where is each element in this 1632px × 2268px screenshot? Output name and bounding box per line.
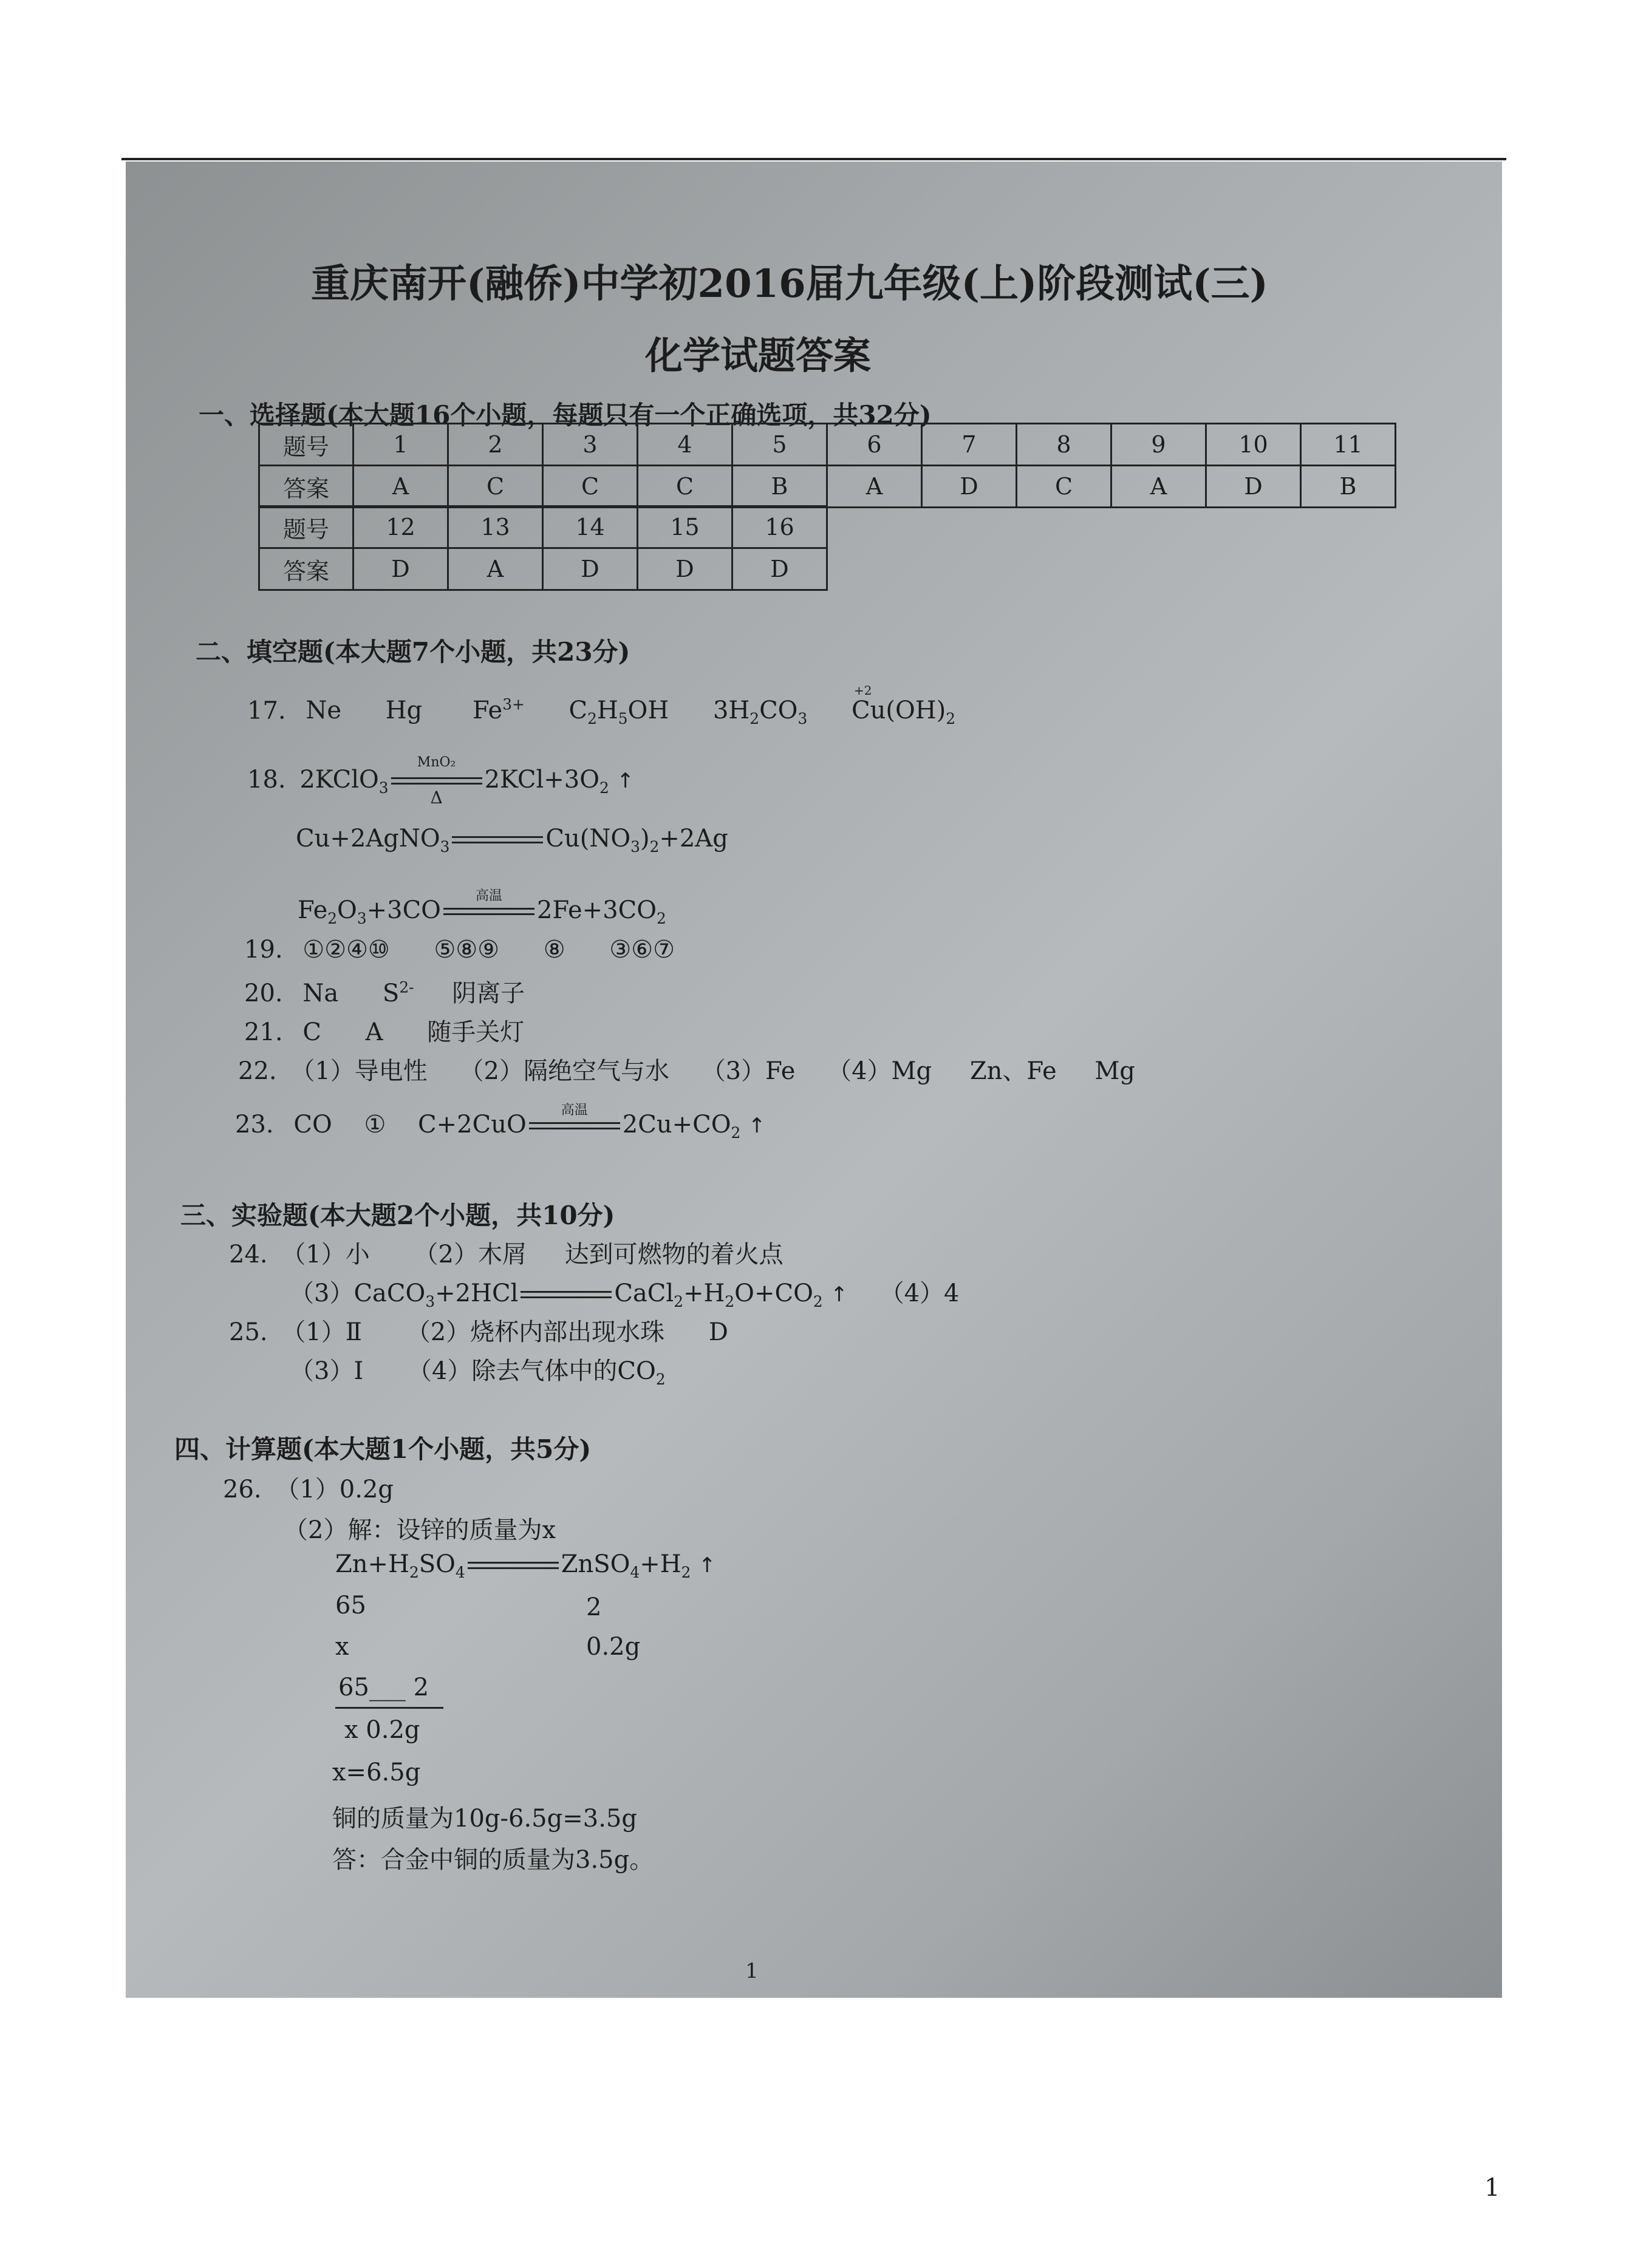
reaction-equals: 高温 (443, 906, 534, 918)
table-cell: B (1301, 466, 1396, 508)
table-row (259, 548, 827, 590)
page-title: 重庆南开(融侨)中学初2016届九年级(上)阶段测试(三) (311, 261, 1268, 307)
q17 (247, 683, 956, 728)
table-cell: 11 (1301, 424, 1396, 466)
table-cell: 4 (638, 424, 732, 466)
table-cell: 14 (543, 506, 638, 548)
q18-line2: Cu+2AgNO$_3$ $Cu(NO_3)_2+2Ag$ (296, 825, 728, 856)
q18-line1: 18. 2KClO$_3$ MnO₂ Δ $2KCl+3O_2$ ↑ (247, 755, 634, 808)
q-number: 23. (235, 1111, 274, 1139)
fraction-numerator: 65___ 2 (338, 1674, 429, 1701)
q22: 22. （1）导电性 （2）隔绝空气与水 （3）Fe （4）Mg Zn、Fe Mg (238, 1057, 1135, 1085)
answer-sheet-photo (126, 162, 1502, 1998)
table-cell: D (353, 548, 448, 590)
table-cell: C (638, 466, 732, 508)
table-row (259, 466, 1396, 508)
label-cell: 题号 (259, 506, 353, 548)
q-number: 17. (247, 696, 286, 725)
result-x: x=6.5g (332, 1759, 421, 1786)
known-h2: 0.2g (586, 1633, 641, 1661)
reaction-equals: MnO₂ Δ (391, 775, 482, 788)
table-cell: C (543, 466, 638, 508)
table-cell: 1 (353, 424, 448, 466)
answer: +2 $Cu(OH)_2$ (851, 683, 956, 728)
q-number: 21. (244, 1018, 283, 1046)
top-rule (121, 158, 1506, 160)
table-cell: 8 (1017, 424, 1111, 466)
unknown-x: x (335, 1633, 349, 1661)
q-number: 18. (247, 766, 286, 794)
section1-heading: 一、选择题(本大题16个小题，每题只有一个正确选项，共32分) (199, 400, 932, 430)
table-cell: 2 (448, 424, 543, 466)
label-cell: 答案 (259, 548, 353, 590)
fraction-line (335, 1707, 443, 1709)
reaction-equals (521, 1289, 612, 1301)
section3-heading: 三、实验题(本大题2个小题，共10分) (180, 1200, 615, 1230)
mass-zn: 65 (335, 1592, 366, 1619)
table-cell: 7 (922, 424, 1017, 466)
answer: $Fe^{3+}$ (472, 696, 525, 725)
q24-line2: （3）CaCO$_3$+2HCl $CaCl_2+H_2O+CO_2$ ↑ （4）4 (290, 1279, 960, 1310)
answer: Hg (385, 696, 423, 725)
gas-arrow-icon: ↑ (616, 769, 634, 793)
table-cell: 16 (732, 506, 827, 548)
section2-heading: 二、填空题(本大题7个小题，共23分) (196, 637, 630, 667)
copper-mass: 铜的质量为10g-6.5g=3.5g (332, 1805, 637, 1833)
table-cell: A (353, 466, 448, 508)
answer-table-row2 (258, 505, 828, 591)
q-number: 20. (244, 979, 283, 1007)
q-number: 22. (238, 1057, 277, 1085)
table-cell: C (448, 466, 543, 508)
page-subtitle: 化学试题答案 (645, 333, 872, 378)
table-cell: 3 (543, 424, 638, 466)
q25-line2: （3）Ⅰ （4）除去气体中的$CO_2$ (290, 1357, 666, 1388)
label-cell: 答案 (259, 466, 353, 508)
final-answer: 答：合金中铜的质量为3.5g。 (332, 1846, 654, 1874)
section4-heading: 四、计算题(本大题1个小题，共5分) (174, 1434, 592, 1464)
q-number: 24. (229, 1241, 268, 1269)
mass-h2: 2 (586, 1593, 602, 1621)
table-row (259, 424, 1396, 466)
q19: 19. ①②④⑩ ⑤⑧⑨ ⑧ ③⑥⑦ (244, 936, 675, 964)
label-cell: 题号 (259, 424, 353, 466)
q18-line3: $Fe_2O_3+3CO$ 高温 $2Fe+3CO_2$ (298, 888, 666, 927)
gas-arrow-icon: ↑ (698, 1553, 716, 1578)
answer: $C_2H_5OH$ (568, 696, 669, 728)
fraction-denominator: x 0.2g (344, 1716, 420, 1744)
gas-arrow-icon: ↑ (830, 1282, 848, 1307)
table-cell: 6 (827, 424, 922, 466)
table-cell: A (1111, 466, 1206, 508)
page-number: 1 (1484, 2174, 1500, 2202)
q26-part2: （2）解：设锌的质量为x (284, 1516, 556, 1544)
table-cell: C (1017, 466, 1111, 508)
table-cell: 15 (638, 506, 732, 548)
q-number: 25. (229, 1318, 268, 1346)
q-number: 19. (244, 936, 283, 964)
table-cell: 12 (353, 506, 448, 548)
table-cell: A (827, 466, 922, 508)
table-cell: D (922, 466, 1017, 508)
answer-table-row1 (258, 423, 1396, 508)
reaction-equals (468, 1560, 559, 1572)
photo-page-number: 1 (745, 1959, 759, 1983)
gas-arrow-icon: ↑ (748, 1114, 766, 1138)
q20: 20. Na $S^{2-}$ 阴离子 (244, 978, 525, 1007)
table-cell: 10 (1206, 424, 1301, 466)
q21: 21. C A 随手关灯 (244, 1018, 525, 1046)
q26-part1: 26. （1）0.2g (223, 1476, 394, 1503)
table-cell: B (732, 466, 827, 508)
q24-line1: 24. （1）小 （2）木屑 达到可燃物的着火点 (229, 1241, 784, 1269)
q23: 23. CO ① C+2CuO 高温 $2Cu+CO_2$ ↑ (235, 1103, 766, 1142)
table-cell: 5 (732, 424, 827, 466)
table-cell: D (732, 548, 827, 590)
reaction-equals: 高温 (529, 1120, 620, 1132)
q25-line1: 25. （1）Ⅱ （2）烧杯内部出现水珠 D (229, 1318, 728, 1346)
answer: Ne (306, 696, 342, 725)
table-cell: 9 (1111, 424, 1206, 466)
table-cell: 13 (448, 506, 543, 548)
table-row (259, 506, 827, 548)
q-number: 26. (223, 1476, 262, 1503)
table-cell: D (1206, 466, 1301, 508)
answer: $3H_2CO_3$ (712, 696, 808, 728)
q26-equation: $Zn+H_2SO_4$ $ZnSO_4+H_2$ ↑ (335, 1550, 716, 1581)
reaction-equals (452, 834, 543, 846)
table-cell: D (638, 548, 732, 590)
table-cell: D (543, 548, 638, 590)
table-cell: A (448, 548, 543, 590)
